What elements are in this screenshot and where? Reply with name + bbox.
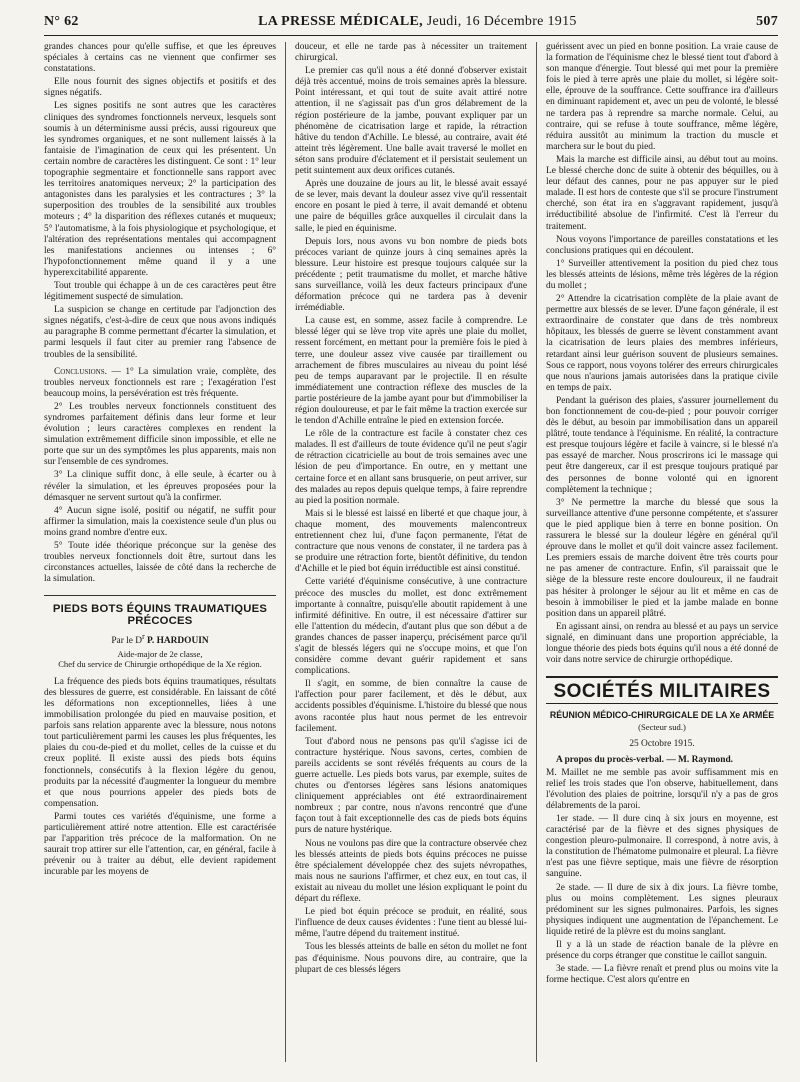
paragraph: douceur, et elle ne tarde pas à nécessiter un traitement chirurgical. — [295, 42, 528, 64]
column-2 — [295, 42, 527, 1062]
paragraph: 1er stade. — Il dure cinq à six jours en moyenne, est caractérisé par de la fièvre et des signes physiques de congestion pleuro-pulmonaire. Il correspond, à notre avis, à la constitution de l'hématome pulmonaire et pleural. La fièvre n'est pas une fièvre septique, mais une fièvre de résorption sanguine. — [546, 814, 778, 880]
proces-verbal-label — [546, 755, 778, 766]
section-heading: SOCIÉTÉS MILITAIRES — [546, 676, 778, 704]
journal-title-line — [258, 14, 577, 30]
byline-prefix: Par le D — [111, 635, 143, 646]
paragraph: 1° Surveiller attentivement la position du pied chez tous les blessés atteints de lésions, même très légères de la région du mollet ; — [546, 258, 778, 291]
article-title: PIEDS BOTS ÉQUINS TRAUMATIQUES PRÉCOCES — [44, 595, 276, 626]
paragraph: Mais la marche est difficile ainsi, au début tout au moins. Le blessé cherche donc de suite à obtenir des béquilles, ou à leur défaut des cannes, pour ne pas appuyer sur le pied malade. Il est hors de conteste que s'il se procure l'instrument cherché, son état ira en s'aggravant rapidement, jusqu'à irréductibilité absolue de l'infirmité. C'est là l'erreur du traitement. — [546, 154, 778, 232]
column-1 — [44, 42, 276, 1062]
proces-verbal-text: A propos du procès-verbal. — M. Raymond. — [556, 754, 734, 765]
paragraph: guérissent avec un pied en bonne position. La vraie cause de la formation de l'équinisme chez le blessé tient tout d'abord à son manque d'énergie. Tout blessé qui met pour la première fois le pied à terre après une plaie du mollet, si légère soit-elle, éprouve de la souffrance. Cette souffrance ira d'ailleurs en diminuant rapidement et, avec un peu de volonté, le blessé ne tardera pas à reprendre sa marche normale. Celui, au contraire, qui se refuse à toute souffrance, même légère, réduira aussitôt au minimum la traction du muscle et marchera sur le bout du pied. — [546, 42, 778, 152]
column-rule — [536, 42, 537, 1062]
paragraph: Pendant la guérison des plaies, s'assurer journellement du bon fonctionnement de cou-de-pied ; pour pouvoir corriger dès le début, au besoin par immobilisation dans un appareil plâtré, toute tendance à l'équinisme. En réalité, la contracture est presque toujours légère et facile à vaincre, si le blessé n'a pas essayé de marcher. Nous proscrirons ici le massage qui peut être dangereux, car il est presque toujours pratiqué par des personnes de bonne volonté qui en ignorent complètement la technique ; — [546, 395, 778, 495]
paragraph: Elle nous fournit des signes objectifs et positifs et des signes négatifs. — [44, 77, 277, 99]
paragraph: 2° Attendre la cicatrisation complète de la plaie avant de permettre aux blessés de se lever. D'une façon générale, il est extraordinaire de constater que dans de très nombreux hôpitaux, les blessés de guerre se lèvent constamment avant la cicatrisation de leurs plaies des membres inférieurs, retardant ainsi leur guérison souvent de plusieurs semaines. Sous ce rapport, nous voyons tolérer des erreurs chirurgicales que nous n'aurions jamais autorisées dans la pratique civile en temps de paix. — [546, 294, 778, 393]
text-columns — [44, 42, 778, 1062]
issue-number: N° 62 — [44, 14, 79, 29]
paragraph: Depuis lors, nous avons vu bon nombre de pieds bots précoces variant de quinze jours à cinq semaines après la blessure. Leur histoire est presque toujours calquée sur la précédente ; petit traumatisme du mollet, et marche hâtive sans surveillance, voilà les deux facteurs principaux d'une déformation précoce qui ne tardera pas à devenir irrémédiable. — [295, 236, 528, 314]
byline-sup: r — [142, 631, 145, 641]
paragraph: 2° Les troubles nerveux fonctionnels constituent des syndromes parfaitement définis dans leur forme et leur évolution ; leurs caractères complexes en rendent la simulation extrêmement difficile sinon impossible, et elle ne porte que sur un des symptômes les plus apparents, mais non sur l'ensemble de ces syndromes. — [44, 401, 277, 468]
session-date: 25 Octobre 1915. — [629, 739, 695, 750]
conclusion-text: — 1° La simulation vraie, complète, des troubles nerveux fonctionnels est rare ; l'exagération l'est beaucoup moins, la persévération est très fréquente. — [44, 366, 277, 399]
paragraph: Tout trouble qui échappe à un de ces caractères peut être légitimement suspecté de simulation. — [44, 280, 277, 303]
sector-label: (Secteur sud.) — [638, 722, 686, 733]
paragraph: Cette variété d'équinisme consécutive, à une contracture précoce des muscles du mollet, est donc extrêmement importante à connaître, puisqu'elle aboutit rapidement à une infirmité définitive. En outre, il est nécessaire d'attirer sur elle l'attention du médecin, d'autant plus que son début a de grandes chances de passer inaperçu, précisément parce qu'il s'agit de blessés légers qui ne s'occupe moins, et que l'on considère comme devant guérir rapidement et sans complications. — [295, 577, 528, 677]
paragraph: 5° Toute idée théorique préconçue sur la genèse des troubles nerveux fonctionnels doit être, surtout dans les circonstances actuelles, laissée de côté dans la recherche de la simulation. — [44, 541, 277, 585]
paragraph: Après une douzaine de jours au lit, le blessé avait essayé de se lever, mais devant la douleur assez vive qu'il ressentait encore en posant le pied à terre, il avait demandé et obtenu une paire de béquilles grâce auxquelles il circulait dans la salle, le pied en équinisme. — [295, 179, 528, 234]
column-rule — [285, 42, 286, 1062]
paragraph: Les signes positifs ne sont autres que les caractères cliniques des syndromes fonctionnels nerveux, lesquels sont soumis à un déterminisme aussi précis, aussi rigoureux que les syndromes organiques, et ne sont nullement laissés à la fantaisie de l'imagination de ceux qui les présentent. Un certain nombre de caractères les distinguent. Ce sont : 1° leur topographie segmentaire et fonctionnelle sans rapport avec les territoires anatomiques nerveux; 2° la participation des antagonistes dans les paralysies et les contractures ; 3° la superposition des troubles de la sensibilité aux troubles moteurs ; 4° la disparition des réflexes cutanés et muqueux; 5° l'automatisme, à la fois physiologique et psychologique, et l'altération des représentations mentales qui accompagnent les manifestations anciennes ou intenses ; 6° l'hypofonctionnement même quand il y a une hyperexcitabilité apparente. — [44, 101, 277, 278]
paragraph: La cause est, en somme, assez facile à comprendre. Le blessé léger qui se lève trop vite après une plaie du mollet, ressent forcément, en mettant pour la première fois le pied à terre, une douleur assez vive causée par tiraillement ou arrachement de fibres musculaires au niveau du point lésé peu de temps auparavant par le projectile. Il en résulte immédiatement une contraction réflexe des muscles de la partie postérieure de la jambe ayant pour but d'immobiliser la région douloureuse, et par le fait même la traction exercée sur le tendon d'Achille entraîne le pied en extension forcée. — [295, 316, 528, 427]
conclusions-label: Conclusions. — [54, 366, 107, 377]
paragraph: Parmi toutes ces variétés d'équinisme, une forme a particulièrement attiré notre attention. Elle est caractérisée par l'apparition très précoce de la malformation. On ne saurait trop attirer sur elle l'attention, car, en général, facile à prévenir ou à traiter au début, elle devient rapidement incurable par les moyens de — [44, 811, 277, 878]
paragraph: Le premier cas qu'il nous a été donné d'observer existait déjà très accentué, moins de trois semaines après la blessure. Point intéressant, et qui tout de suite avait attiré notre attention, il ne s'agissait pas d'un gros délabrement de la région postérieure de la jambe, pouvant expliquer par un phénomène de cicatrisation large et rapide, la rétraction hâtive du tendon d'Achille. Le blessé, au contraire, avait été atteint très légèrement. Une balle avait traversé le mollet en séton sans produire d'éclatement et il persistait seulement un petit suintement aux deux orifices cutanés. — [295, 66, 528, 177]
running-head — [44, 14, 778, 36]
column-3 — [546, 42, 778, 1062]
paragraph: 3° Ne permettre la marche du blessé que sous la surveillance attentive d'une personne compétente, et s'assurer que le pied applique bien à terre en bonne position. On rassurera le blessé sur la douleur légère en général qu'il éprouve dans le mollet et qu'il doit vaincre assez facilement. Les premiers essais de marche doivent être très courts pour ne pas amener de contracture. Enfin, s'il paraissait que le siège de la blessure reste encore douloureux, il ne faudrait pas hésiter à prolonger le séjour au lit et même en cas de besoin à immobiliser le pied et la jambe malade en bonne position dans un appareil plâtré. — [546, 497, 778, 619]
paragraph: 3° La clinique suffit donc, à elle seule, à écarter ou à révéler la simulation, et les épreuves proposées pour la démasquer ne servent surtout qu'à la confirmer. — [44, 470, 277, 503]
paragraph: Nous ne voulons pas dire que la contracture observée chez les blessés atteints de pieds bots équins précoces ne puisse être spécialement développée chez des sujets névropathes, mais nous ne saurions l'affirmer, et chez eux, en tout cas, il existait au niveau du mollet une lésion expliquant le point du départ du réflexe. — [295, 838, 528, 905]
paragraph: Il s'agit, en somme, de bien connaître la cause de l'affection pour parer facilement, et dès le début, aux accidents possibles d'équinisme. L'histoire du blessé que nous avons racontée plus haut nous permet de les entrevoir facilement. — [295, 679, 528, 734]
paragraph: 3e stade. — La fièvre renaît et prend plus ou moins vite la forme hectique. C'est alors qu'entre en — [546, 964, 778, 986]
affiliation-line: Aide-major de 2e classe, — [117, 648, 203, 659]
paragraph: Tout d'abord nous ne pensons pas qu'il s'agisse ici de contracture hystérique. Nous savons, certes, combien de pareils accidents se sont révélés fréquents au cours de la guerre actuelle. Les pieds bots varus, par exemple, suites de chutes ou d'entorses légères sans lésions anatomiques cliniquement appréciables ont été extraordinairement nombreux ; par contre, nous n'avons rencontré que d'une façon tout à fait exceptionnelle des cas de pieds bots équins purs de nature hystérique. — [295, 736, 528, 836]
paragraph: 2e stade. — Il dure de six à dix jours. La fièvre tombe, plus ou moins complètement. Les signes pleuraux prédominent sur les signes pulmonaires. Parfois, les signes physiques indiquent une augmentation de l'épanchement. Le liquide retiré de la plèvre est du moins sanglant. — [546, 882, 778, 937]
paragraph: Le pied bot équin précoce se produit, en réalité, sous l'influence de deux causes évidentes : l'une tient au blessé lui-même, l'autre dépend du traitement institué. — [295, 907, 528, 940]
affiliation-line: Chef du service de Chirurgie orthopédique de la Xe région. — [58, 658, 262, 669]
author-name: P. HARDOUIN — [147, 635, 209, 646]
paragraph: 4° Aucun signe isolé, positif ou négatif, ne suffit pour affirmer la simulation, mais la coexistence seule d'un plus ou moins grand nombre d'entre eux. — [44, 505, 277, 538]
byline — [44, 631, 276, 647]
paragraph: La fréquence des pieds bots équins traumatiques, résultats des blessures de guerre, est considérable. En laissant de côté les déformations non exceptionnelles, liées à une immobilisation prolongée du pied en mauvaise position, et parfois sans relation apparente avec la blessure, nous notons tout particulièrement parmi les causes les plus fréquentes, les plaies du cou-de-pied et du mollet, celles de la cuisse et du creux poplité. Il existe aussi des pieds bots équins fonctionnels, consécutifs à la flexion légère du genou, produits par la nécessité d'augmenter la longueur du membre et que nous pourrions appeler des pieds bots de compensation. — [44, 676, 277, 809]
paragraph: En agissant ainsi, on rendra au blessé et au pays un service signalé, en diminuant dans une proportion appréciable, la longue théorie des pieds bots équins qu'il nous a été donné de voir dans notre service de chirurgie orthopédique. — [546, 621, 778, 666]
paragraph: Mais si le blessé est laissé en liberté et que chaque jour, à chaque moment, des mouvements malencontreux entretiennent chez lui, d'une façon permanente, l'état de contracture que nous venons de constater, il ne tardera pas à se produire une rétraction forte, bientôt définitive, du tendon d'Achille et le pied bot équin irréductible est ainsi constitué. — [295, 508, 528, 575]
journal-name: LA PRESSE MÉDICALE, — [258, 14, 423, 29]
paragraph: La suspicion se change en certitude par l'adjonction des signes négatifs, c'est-à-dire de ceux que nous avons indiqués au paragraphe B comme permettant d'écarter la simulation, et parmi lesquels il faut citer au premier rang l'absence de troubles de la sensibilité. — [44, 305, 277, 360]
author-affiliation — [44, 649, 276, 669]
meeting-title: RÉUNION MÉDICO-CHIRURGICALE DE LA Xe ARMÉE — [549, 710, 775, 721]
paragraph: Tous les blessés atteints de balle en séton du mollet ne font pas d'équinisme. Nous pouvons dire, au contraire, que la plupart de ces blessés légers — [295, 942, 528, 975]
paragraph: Nous voyons l'importance de pareilles constatations et les conclusions pratiques qui en découlent. — [546, 234, 778, 256]
issue-date: Jeudi, 16 Décembre 1915 — [426, 14, 577, 29]
conclusions-paragraph — [44, 367, 276, 400]
paragraph: Le rôle de la contracture est facile à constater chez ces malades. Il est d'ailleurs de toute évidence qu'il ne peut s'agir de rétraction cicatricielle au bout de trois semaines avec une lésion de peu d'importance. En outre, en y mettant une certaine force et en allant sans brusquerie, on peut arriver, sur des malades au repos depuis quelque temps, à faire reprendre au pied la position normale. — [295, 429, 528, 506]
paragraph: M. Maillet ne me semble pas avoir suffisamment mis en relief les trois stades que l'on observe, habituellement, dans l'évolution des plaies de poitrine, lorsqu'il n'y a pas de gros délabrements de la paroi. — [546, 767, 778, 811]
paragraph: grandes chances pour qu'elle suffise, et que les épreuves spéciales à certains cas ne viennent que confirmer ses constatations. — [44, 42, 277, 75]
paragraph: Il y a là un stade de réaction banale de la plèvre en présence du corps étranger que constitue le caillot sanguin. — [546, 940, 778, 962]
page-number: 507 — [756, 14, 778, 29]
